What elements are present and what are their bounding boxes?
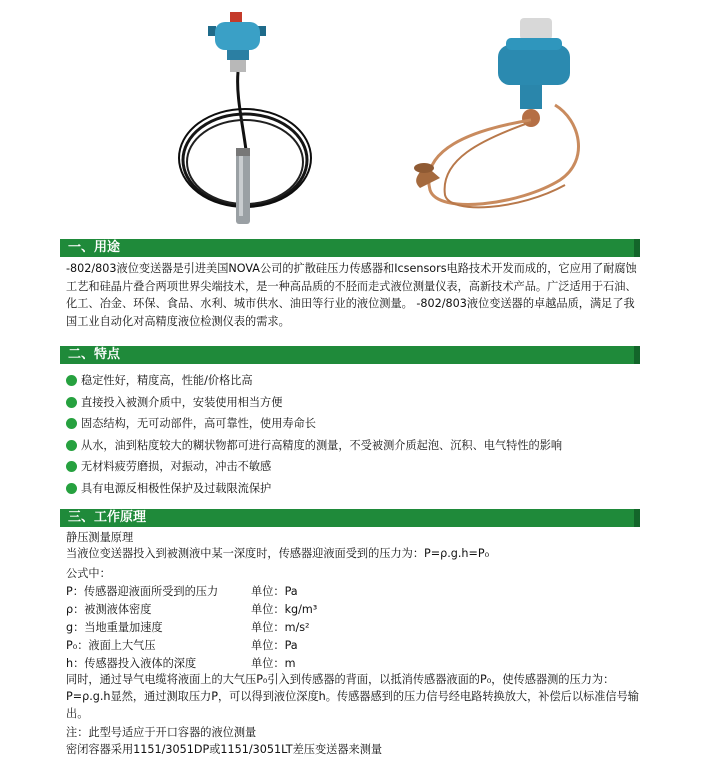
bullet-dot-icon [66, 461, 77, 472]
product-photos [0, 0, 708, 236]
formula-label: 公式中： [66, 567, 111, 580]
definition-unit: 单位：Pa [251, 639, 298, 652]
section-heading-features: 二、特点 [60, 346, 640, 364]
bullet-dot-icon [66, 397, 77, 408]
definition-unit: 单位：kg/m³ [251, 603, 318, 616]
definition-unit: 单位：Pa [251, 585, 298, 598]
definition-unit: 单位：m/s² [251, 621, 310, 634]
feature-item: 固态结构，无可动部件，高可靠性，使用寿命长 [66, 413, 646, 435]
bullet-dot-icon [66, 440, 77, 451]
principle-explanation: 同时，通过导气电缆将液面上的大气压P₀引入到传感器的背面，以抵消传感器液面的P₀，使传感器测的压力为：P=ρ.g.h显然，通过测取压力P，可以得到液位深度h。传感器感到的压力信号经电路转换放大，补偿后以标准信号输出。 [66, 673, 639, 720]
bullet-dot-icon [66, 418, 77, 429]
submersible-transmitter-photo [179, 12, 311, 224]
feature-item: 稳定性好，精度高，性能/价格比高 [66, 370, 646, 392]
note-closed-container: 密闭容器采用1151/3051DP或1151/3051LT差压变送器来测量 [66, 743, 383, 756]
feature-item: 直接投入被测介质中，安装使用相当方便 [66, 392, 646, 414]
note-open-container: 注：此型号适应于开口容器的液位测量 [66, 726, 257, 739]
section-heading-principle: 三、工作原理 [60, 509, 640, 527]
feature-list [66, 370, 646, 499]
definition-term: ρ：被测液体密度 [66, 603, 152, 616]
feature-item: 无材料疲劳磨损，对振动，冲击不敏感 [66, 456, 646, 478]
capillary-transmitter-photo [414, 18, 579, 207]
definition-term: h：传感器投入液体的深度 [66, 657, 197, 670]
feature-item: 从水，油到粘度较大的糊状物都可进行高精度的测量，不受被测介质起泡、沉积、电气特性的影响 [66, 435, 646, 457]
feature-item: 具有电源反相极性保护及过载限流保护 [66, 478, 646, 500]
definition-term: P：传感器迎液面所受到的压力 [66, 585, 219, 598]
principle-subtitle: 静压测量原理 [66, 531, 134, 544]
definition-term: P₀：液面上大气压 [66, 639, 156, 652]
formula-line: 当液位变送器投入到被测液中某一深度时，传感器迎液面受到的压力为：P=ρ.g.h=P₀ [66, 547, 490, 560]
definition-unit: 单位：m [251, 657, 296, 670]
bullet-dot-icon [66, 375, 77, 386]
bullet-dot-icon [66, 483, 77, 494]
definition-term: g：当地重量加速度 [66, 621, 163, 634]
section-heading-usage: 一、用途 [60, 239, 640, 257]
usage-paragraph: -802/803液位变送器是引进美国NOVA公司的扩散硅压力传感器和Icsensors电路技术开发而成的，它应用了耐腐蚀工艺和硅晶片叠合两项世界尖端技术，是一种高品质的不胫而走式液位测量仪表，高新技术产品。广泛适用于石油、化工、冶金、环保、食品、水利、城市供水、油田等行业的液位测量。 -802/803液位变送器的卓越品质，满足了我国工业自动化对高精度液位检测仪表的需求。 [66, 262, 637, 328]
